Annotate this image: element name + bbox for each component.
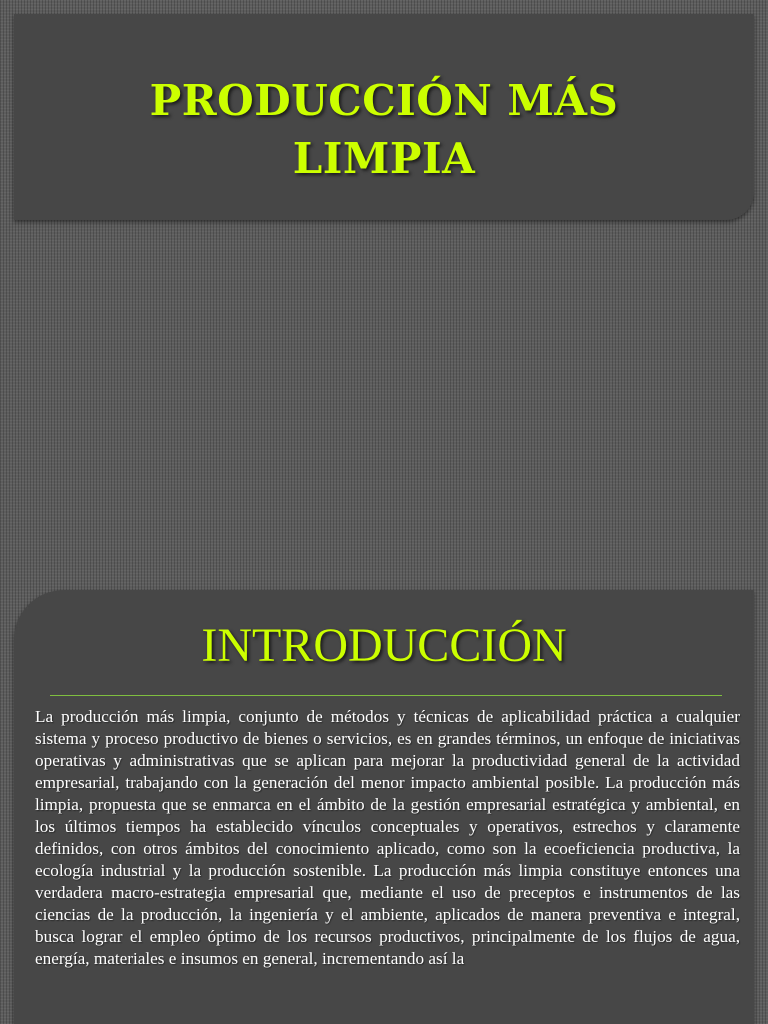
slide-title-line-2: LIMPIA (292, 134, 476, 183)
section-heading: INTRODUCCIÓN (201, 619, 567, 672)
slide-title (34, 72, 734, 188)
title-slide-panel (14, 14, 754, 220)
content-slide-panel (14, 590, 754, 1024)
heading-divider (50, 695, 722, 696)
slide-title-line-1: PRODUCCIÓN MÁS (149, 76, 619, 125)
body-paragraph: La producción más limpia, conjunto de métodos y técnicas de aplicabilidad práctica a cualquier sistema y proceso productivo de bienes o servicios, es en grandes términos, un enfoque de iniciativas operativas y administrativas que se aplican para mejorar la productividad general de la actividad empresarial, trabajando con la generación del menor impacto ambiental posible. La producción más limpia, propuesta que se enmarca en el ámbito de la gestión empresarial estratégica y ambiental, en los últimos tiempos ha establecido vínculos conceptuales y operativos, estrechos y claramente definidos, con otros ámbitos del conocimiento aplicado, como son la ecoeficiencia productiva, la ecología industrial y la producción sostenible. La producción más limpia constituye entonces una verdadera macro-estrategia empresarial que, mediante el uso de preceptos e instrumentos de las ciencias de la producción, la ingeniería y el ambiente, aplicados de manera preventiva e integral, busca lograr el empleo óptimo de los recursos productivos, principalmente de los flujos de agua, energía, materiales e insumos en general, incrementando así la (35, 707, 740, 968)
